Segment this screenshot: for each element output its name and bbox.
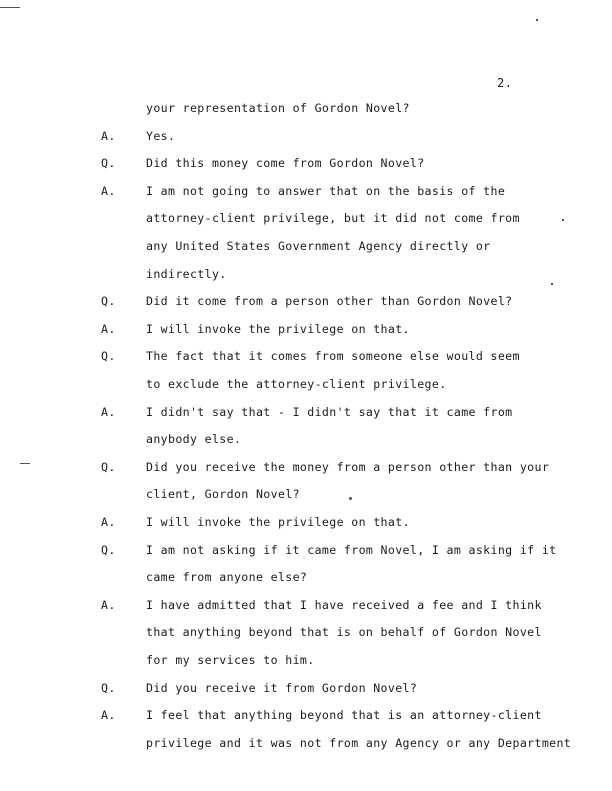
speaker-label: A. <box>101 183 116 198</box>
transcript-line: Did it come from a person other than Gordon Novel? <box>146 294 513 309</box>
transcript-line: The fact that it comes from someone else would seem <box>146 349 520 364</box>
transcript-line: I am not asking if it came from Novel, I am asking if it <box>146 542 557 557</box>
scan-mark <box>20 463 30 464</box>
speaker-label: Q. <box>101 459 116 474</box>
speaker-label: A. <box>101 128 116 143</box>
speaker-label: A. <box>101 321 116 336</box>
transcript-line: privilege and it was not from any Agency or any Department <box>146 735 572 750</box>
speaker-label: Q. <box>101 294 116 309</box>
speaker-label: A. <box>101 404 116 419</box>
transcript-line: to exclude the attorney-client privilege. <box>146 377 447 391</box>
transcript-line: anybody else. <box>146 432 242 447</box>
transcript-line: for my services to him. <box>146 653 315 667</box>
transcript-line: Did you receive it from Gordon Novel? <box>146 680 418 695</box>
transcript-line: Did this money come from Gordon Novel? <box>146 156 425 171</box>
scan-mark <box>349 497 352 500</box>
speaker-label: Q. <box>101 156 116 171</box>
scan-mark <box>536 19 538 21</box>
transcript-line: I will invoke the privilege on that. <box>146 515 410 529</box>
speaker-label: Q. <box>101 542 116 557</box>
speaker-label: Q. <box>101 680 116 695</box>
transcript-line: that anything beyond that is on behalf of Gordon Novel <box>146 625 542 640</box>
transcript-line: attorney-client privilege, but it did not come from <box>146 211 520 226</box>
transcript-line: I will invoke the privilege on that. <box>146 321 410 336</box>
speaker-label: Q. <box>101 349 116 364</box>
transcript-line: your representation of Gordon Novel? <box>146 101 410 115</box>
speaker-label: A. <box>101 515 116 529</box>
speaker-label: A. <box>101 597 116 612</box>
transcript-line: I am not going to answer that on the basis of the <box>146 183 506 198</box>
transcript-line: Did you receive the money from a person other than your <box>146 459 550 474</box>
page-number: 2. <box>497 76 513 90</box>
transcript-line: indirectly. <box>146 266 227 281</box>
scan-mark <box>0 7 20 8</box>
transcript-line: client, Gordon Novel? <box>146 487 300 502</box>
scan-mark <box>562 219 564 221</box>
transcript-line: I have admitted that I have received a fee and I think <box>146 597 542 612</box>
scan-mark <box>551 283 553 285</box>
transcript-line: I feel that anything beyond that is an attorney-client <box>146 708 542 723</box>
transcript-line: Yes. <box>146 128 176 143</box>
transcript-line: any United States Government Agency directly or <box>146 239 491 253</box>
transcript-line: came from anyone else? <box>146 570 308 585</box>
speaker-label: A. <box>101 708 116 723</box>
transcript-line: I didn't say that - I didn't say that it came from <box>146 404 513 419</box>
